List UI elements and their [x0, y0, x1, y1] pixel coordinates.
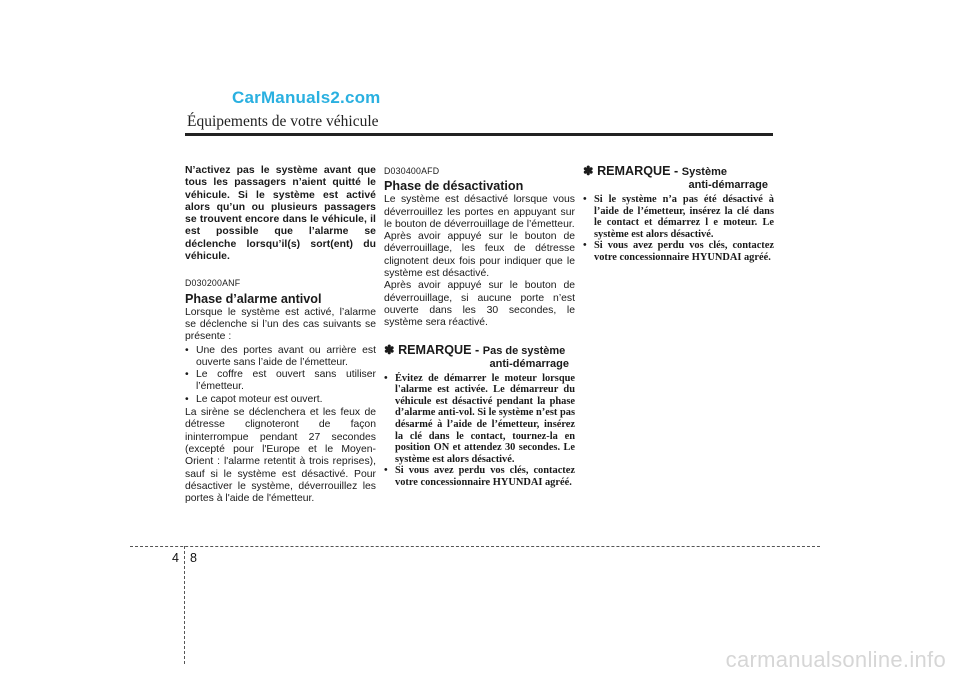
section-heading: Phase d’alarme antivol	[185, 291, 322, 306]
list-item: • Une des portes avant ou arrière est ouverte sans l’aide de l’émetteur.	[185, 345, 376, 370]
column-1	[185, 165, 376, 505]
note-subtitle-line2: anti-démarrage	[489, 357, 569, 370]
note-subtitle: Système	[681, 166, 727, 178]
header-rule	[185, 133, 773, 136]
page-section-number: 4	[172, 551, 179, 565]
section-heading: Phase de désactivation	[384, 179, 524, 194]
column-2	[384, 165, 575, 489]
note-title	[583, 165, 774, 192]
paragraph: Après avoir appuyé sur le bouton de déverrouillage, si aucune porte n’est ouverte dans les 30 secondes, le système sera réactivé.	[384, 280, 575, 329]
section-code: D030200ANF	[185, 278, 241, 289]
list-item: • Le capot moteur est ouvert.	[185, 394, 376, 406]
note-mark-icon: ✽	[384, 342, 395, 357]
page-number: 8	[190, 551, 197, 565]
list-item: • Le coffre est ouvert sans utiliser l’émetteur.	[185, 369, 376, 394]
note-list	[583, 194, 774, 264]
note-mark-icon: ✽	[583, 164, 594, 178]
note-title	[384, 344, 575, 371]
list-item: • Si le système n’a pas été désactivé à l’aide de l’émetteur, insérez la clé dans le contact et démarrez l e moteur. Le système est alors désactivé.	[583, 194, 774, 240]
note-list	[384, 373, 575, 489]
watermark-logo-text: CarManuals2.com	[232, 88, 381, 107]
list-item: • Si vous avez perdu vos clés, contactez votre concessionnaire HYUNDAI agréé.	[384, 465, 575, 488]
note-label: REMARQUE -	[597, 164, 682, 178]
paragraph: Après avoir appuyé sur le bouton de déverrouillage, les feux de détresse clignotent deux fois pour indiquer que le système est désactivé.	[384, 231, 575, 280]
list-item: • Si vous avez perdu vos clés, contactez votre concessionnaire HYUNDAI agréé.	[583, 240, 774, 263]
intro-paragraph: Lorsque le système est activé, l’alarme se déclenche si l’un des cas suivants se présente :	[185, 306, 376, 343]
page-header-title: Équipements de votre véhicule	[187, 113, 379, 130]
watermark-bottom-text: carmanualsonline.info	[725, 647, 946, 672]
note-subtitle-line2: anti-démarrage	[688, 179, 768, 191]
footer-divider	[184, 546, 185, 664]
paragraph: Le système est désactivé lorsque vous déverrouillez les portes en appuyant sur le bouton de déverrouillage de l’émetteur.	[384, 194, 575, 230]
list-item: • Évitez de démarrer le moteur lorsque l'alarme est activée. Le démarreur du véhicule est désactivé pendant la phase d’alarme anti-vol. Si le système n’est pas désarmé à l’aide de l’émetteur, insérez la clé dans le contact, tournez-la en position ON et attendez 30 secondes. Le système est alors désactivé.	[384, 373, 575, 466]
footer-rule	[130, 546, 820, 547]
section-code: D030400AFD	[384, 166, 440, 176]
warning-paragraph: N’activez pas le système avant que tous les passagers n’aient quitté le véhicule. Si le système est activé alors qu’un ou plusieurs passagers se trouvent encore dans le véhicule, il est possible que l’alarme se déclenche lorsqu’il(s) sort(ent) du véhicule.	[185, 165, 376, 263]
siren-paragraph: La sirène se déclenchera et les feux de détresse clignoteront de façon ininterrompue pendant 27 secondes (excepté pour l'Europe et le Moyen-Orient : l'alarme retentit à trois reprises), sauf si le système est désactivé. Pour désactiver le système, déverrouillez les portes à l'aide de l'émetteur.	[185, 407, 376, 505]
column-3	[583, 165, 774, 264]
note-label: REMARQUE -	[398, 342, 483, 357]
note-subtitle: Pas de système	[482, 344, 566, 357]
trigger-list	[185, 345, 376, 406]
